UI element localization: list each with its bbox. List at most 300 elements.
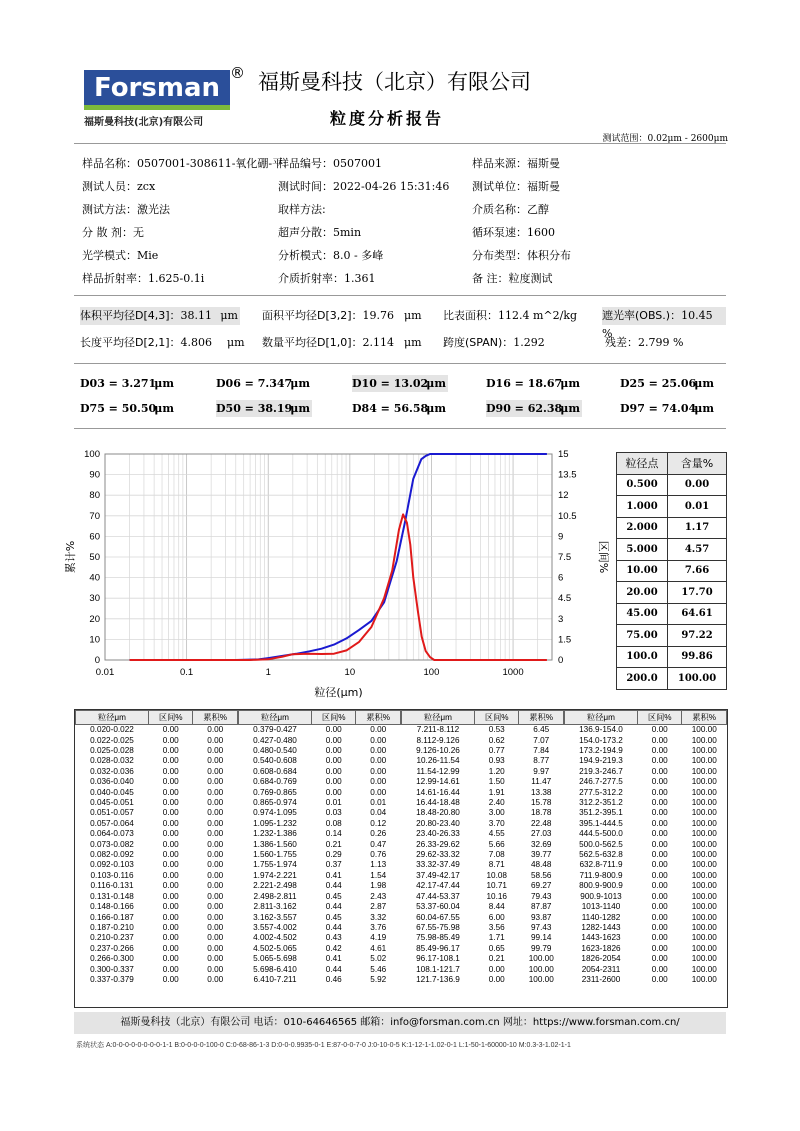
- table-row: [239, 881, 401, 891]
- table-cell: 1.000: [617, 496, 668, 518]
- table-row: [76, 829, 238, 839]
- y-tick-label-right: 1.5: [558, 634, 572, 646]
- table-row: [565, 892, 727, 902]
- table-cell: 0.300-0.337: [90, 964, 134, 974]
- distribution-column: [564, 710, 727, 985]
- table-cell: 154.0-173.2: [579, 735, 623, 745]
- table-cell: 0.00: [370, 746, 387, 756]
- table-cell: 0.00: [162, 922, 179, 932]
- table-cell: 0.00: [370, 766, 387, 776]
- d-value: D75 = 50.50 μm: [80, 402, 174, 415]
- table-row: [402, 923, 564, 933]
- table-cell: 0.064-0.073: [90, 829, 134, 839]
- table-cell: 1443-1623: [581, 933, 621, 943]
- table-cell: 0.092-0.103: [90, 860, 134, 870]
- table-row: [239, 746, 401, 756]
- table-cell: 15.78: [530, 798, 552, 808]
- table-row: [76, 850, 238, 860]
- stat-d32: 面积平均径D[3,2]：19.76: [262, 309, 395, 322]
- table-cell: 100.00: [691, 891, 717, 901]
- x-axis-label: 粒径(μm): [314, 686, 363, 699]
- y-tick-label-right: 10.5: [558, 510, 577, 522]
- table-cell: 100.00: [691, 725, 717, 735]
- table-cell: 4.19: [370, 933, 387, 943]
- table-row: [565, 975, 727, 985]
- table-cell: 11.54-12.99: [416, 766, 460, 776]
- table-cell: 3.56: [488, 922, 505, 932]
- distribution-chart: [60, 440, 610, 702]
- table-cell: 7.211-8.112: [416, 725, 460, 735]
- table-cell: 0.12: [370, 818, 387, 828]
- table-cell: 0.00: [325, 746, 342, 756]
- footer-contact: 福斯曼科技（北京）有限公司 电话：010-64646565 邮箱：info@forsman.com.cn 网址：https://www.forsman.com.cn/: [74, 1012, 726, 1034]
- table-cell: 0.00: [162, 808, 179, 818]
- table-cell: 0.00: [162, 777, 179, 787]
- table-cell: 0.93: [488, 756, 505, 766]
- table-cell: 0.00: [651, 839, 668, 849]
- table-cell: 219.3-246.7: [579, 766, 623, 776]
- table-cell: 0.131-0.148: [90, 891, 134, 901]
- table-cell: 0.187-0.210: [90, 922, 134, 932]
- table-cell: 96.17-108.1: [416, 954, 460, 964]
- table-cell: 0.00: [651, 818, 668, 828]
- table-cell: 100.00: [691, 943, 717, 953]
- table-row: [76, 819, 238, 829]
- system-status: 系统状态 A:0-0-0-0-0-0-0-0-1-1 B:0-0-0-0-100-0 C:0-68-86-1-3 D:0-0-0.9935-0-1 E:87-0-0-7-0 J:0-10-0-5 K:1-12-1-1.02-0-1 L:1-50-1-60000-10 M:0.3-3-1.02-1-1: [76, 1042, 571, 1049]
- info-unit: 测试单位：福斯曼: [472, 180, 560, 193]
- table-cell: 0.045-0.051: [90, 798, 134, 808]
- table-cell: 0.04: [370, 808, 387, 818]
- table-row: [565, 819, 727, 829]
- table-cell: 0.00: [325, 756, 342, 766]
- y-tick-label-left: 60: [89, 531, 100, 543]
- table-cell: 10.26-11.54: [416, 756, 460, 766]
- table-cell: 0.166-0.187: [90, 912, 134, 922]
- table-row: [565, 725, 727, 736]
- table-row: [239, 735, 401, 745]
- table-row: [239, 964, 401, 974]
- table-row: [76, 975, 238, 985]
- table-cell: 2054-2311: [581, 964, 621, 974]
- y-tick-label-left: 100: [84, 449, 100, 460]
- table-cell: 0.00: [488, 964, 505, 974]
- info-tester: 测试人员：zcx: [82, 180, 156, 193]
- table-cell: 0.00: [162, 839, 179, 849]
- info-method: 测试方法：激光法: [82, 203, 170, 216]
- table-row: [402, 964, 564, 974]
- d-value: D50 = 38.19 μm: [216, 402, 310, 415]
- logo-subtitle: 福斯曼科技(北京)有限公司: [84, 117, 204, 128]
- table-row: [239, 912, 401, 922]
- table-cell: 0.00: [207, 954, 224, 964]
- table-cell: 5.66: [488, 839, 505, 849]
- table-cell: 100.00: [691, 964, 717, 974]
- table-cell: 0.00: [162, 818, 179, 828]
- table-cell: 0.43: [325, 933, 342, 943]
- table-cell: 4.55: [488, 829, 505, 839]
- table-cell: 0.00: [162, 850, 179, 860]
- logo-text: Forsman: [93, 73, 220, 103]
- table-cell: 6.00: [488, 912, 505, 922]
- table-cell: 0.00: [162, 766, 179, 776]
- table-cell: 0.00: [651, 891, 668, 901]
- table-cell: 444.5-500.0: [579, 829, 623, 839]
- table-cell: 0.116-0.131: [90, 881, 134, 891]
- table-row: [76, 787, 238, 797]
- table-cell: 8.44: [488, 902, 505, 912]
- table-row: [239, 798, 401, 808]
- info-dispersant: 分 散 剂：无: [82, 226, 144, 239]
- table-cell: 0.00: [651, 725, 668, 735]
- table-cell: 18.48-20.80: [416, 808, 460, 818]
- table-cell: 0.45: [325, 912, 342, 922]
- table-row: [76, 725, 238, 736]
- column-header: 累积%: [356, 711, 401, 725]
- info-source: 样品来源：福斯曼: [472, 157, 560, 170]
- table-cell: 0.00: [668, 474, 727, 496]
- d-value: D97 = 74.04 μm: [620, 402, 714, 415]
- table-cell: 10.00: [617, 560, 668, 582]
- table-row: [402, 871, 564, 881]
- table-cell: 7.66: [668, 560, 727, 582]
- table-cell: 0.025-0.028: [90, 746, 134, 756]
- table-cell: 0.00: [651, 974, 668, 984]
- table-cell: 0.01: [325, 798, 342, 808]
- table-cell: 1.20: [488, 766, 505, 776]
- table-cell: 1013-1140: [581, 902, 621, 912]
- table-row: [402, 777, 564, 787]
- table-row: [402, 756, 564, 766]
- table-row: [402, 839, 564, 849]
- table-cell: 97.22: [668, 625, 727, 647]
- table-cell: 22.48: [530, 818, 552, 828]
- y-tick-label-left: 40: [89, 572, 100, 584]
- table-cell: 45.00: [617, 603, 668, 625]
- table-cell: 0.337-0.379: [90, 974, 134, 984]
- table-row: [239, 829, 401, 839]
- y-tick-label-right: 0: [558, 655, 564, 666]
- table-row: [402, 944, 564, 954]
- table-cell: 0.00: [162, 787, 179, 797]
- y-tick-label-left: 90: [89, 469, 100, 481]
- table-cell: 20.80-23.40: [416, 818, 460, 828]
- table-row: [565, 933, 727, 943]
- table-cell: 0.082-0.092: [90, 850, 134, 860]
- table-cell: 100.00: [691, 756, 717, 766]
- table-cell: 0.00: [325, 735, 342, 745]
- table-cell: 100.00: [691, 746, 717, 756]
- table-cell: 37.49-42.17: [416, 870, 460, 880]
- table-row: [565, 964, 727, 974]
- table-cell: 3.76: [370, 922, 387, 932]
- table-cell: 632.8-711.9: [579, 860, 623, 870]
- y-tick-label-left: 80: [89, 490, 100, 502]
- table-cell: 100.00: [691, 912, 717, 922]
- table-cell: 100.00: [691, 954, 717, 964]
- table-cell: 60.04-67.55: [416, 912, 460, 922]
- y-axis-label-left: 累计%: [64, 540, 77, 574]
- table-row: [239, 860, 401, 870]
- y-tick-label-right: 7.5: [558, 552, 572, 563]
- table-cell: 0.00: [325, 725, 342, 735]
- table-cell: 0.684-0.769: [253, 777, 297, 787]
- table-row: [76, 881, 238, 891]
- table-cell: 0.08: [325, 818, 342, 828]
- table-cell: 0.148-0.166: [90, 902, 134, 912]
- distribution-column: [238, 710, 401, 985]
- table-row: [402, 860, 564, 870]
- table-cell: 0.00: [651, 954, 668, 964]
- table-row: [239, 944, 401, 954]
- table-cell: 800.9-900.9: [579, 881, 623, 891]
- table-cell: 1.91: [488, 787, 505, 797]
- table-row: [617, 646, 727, 668]
- table-cell: 0.00: [651, 746, 668, 756]
- stat-d21-unit: μm: [227, 336, 245, 349]
- table-cell: 0.865-0.974: [253, 798, 297, 808]
- column-header: 粒径μm: [565, 711, 638, 725]
- table-cell: 0.00: [325, 787, 342, 797]
- table-cell: 2.43: [370, 891, 387, 901]
- table-cell: 100.00: [668, 668, 727, 690]
- table-cell: 0.00: [651, 870, 668, 880]
- table-cell: 2.498-2.811: [253, 891, 297, 901]
- table-row: [76, 954, 238, 964]
- header-content: 含量%: [668, 453, 727, 475]
- table-cell: 0.974-1.095: [253, 808, 297, 818]
- column-header: 粒径μm: [76, 711, 149, 725]
- stat-d10-mean: 数量平均径D[1,0]：2.114: [262, 336, 395, 349]
- table-cell: 0.03: [325, 808, 342, 818]
- table-row: [565, 860, 727, 870]
- table-cell: 0.41: [325, 954, 342, 964]
- table-cell: 0.00: [651, 808, 668, 818]
- table-cell: 0.00: [651, 912, 668, 922]
- table-cell: 100.00: [691, 860, 717, 870]
- table-row: [402, 819, 564, 829]
- table-row: [402, 746, 564, 756]
- stat-ssa: 比表面积：112.4 m^2/kg: [443, 309, 578, 322]
- table-cell: 97.43: [530, 922, 552, 932]
- info-sample-no: 样品编号：0507001: [278, 157, 382, 170]
- table-cell: 1.232-1.386: [253, 829, 297, 839]
- table-cell: 2311-2600: [581, 974, 621, 984]
- table-cell: 0.540-0.608: [253, 756, 297, 766]
- table-row: [617, 517, 727, 539]
- table-cell: 0.00: [207, 808, 224, 818]
- table-row: [565, 944, 727, 954]
- table-cell: 4.57: [668, 539, 727, 561]
- info-medium-ri: 介质折射率：1.361: [278, 272, 376, 285]
- table-row: [239, 725, 401, 736]
- table-cell: 562.5-632.8: [579, 850, 623, 860]
- table-cell: 27.03: [530, 829, 552, 839]
- table-cell: 2.811-3.162: [253, 902, 297, 912]
- stat-span: 跨度(SPAN)：1.292: [443, 336, 545, 349]
- table-cell: 100.00: [528, 954, 554, 964]
- table-row: [76, 746, 238, 756]
- table-cell: 2.000: [617, 517, 668, 539]
- table-cell: 0.00: [370, 787, 387, 797]
- table-cell: 200.0: [617, 668, 668, 690]
- table-cell: 0.022-0.025: [90, 735, 134, 745]
- test-range: 测试范围：0.02μm - 2600μm: [602, 134, 728, 144]
- table-cell: 0.00: [207, 964, 224, 974]
- d-value: D03 = 3.271 μm: [80, 377, 174, 390]
- table-row: [76, 756, 238, 766]
- table-cell: 42.17-47.44: [416, 881, 460, 891]
- table-row: [239, 850, 401, 860]
- table-cell: 0.29: [325, 850, 342, 860]
- table-cell: 0.00: [488, 974, 505, 984]
- table-row: [402, 808, 564, 818]
- info-time: 测试时间：2022-04-26 15:31:46: [278, 180, 450, 193]
- table-row: [76, 798, 238, 808]
- table-row: [239, 892, 401, 902]
- table-cell: 100.00: [691, 902, 717, 912]
- x-tick-label: 1000: [502, 667, 524, 678]
- column-header: 区间%: [474, 711, 519, 725]
- table-row: [565, 850, 727, 860]
- registered-mark: ®: [230, 64, 245, 82]
- y-axis-label-right: 区间%: [597, 540, 610, 574]
- table-row: [76, 871, 238, 881]
- table-cell: 75.00: [617, 625, 668, 647]
- table-cell: 0.00: [651, 777, 668, 787]
- table-cell: 136.9-154.0: [579, 725, 623, 735]
- table-cell: 12.99-14.61: [416, 777, 460, 787]
- table-cell: 0.00: [207, 756, 224, 766]
- table-cell: 1.17: [668, 517, 727, 539]
- table-cell: 1.386-1.560: [253, 839, 297, 849]
- table-cell: 0.032-0.036: [90, 766, 134, 776]
- table-cell: 9.97: [533, 766, 550, 776]
- table-row: [239, 954, 401, 964]
- table-cell: 11.47: [531, 777, 552, 787]
- table-row: [402, 912, 564, 922]
- table-row: [76, 860, 238, 870]
- column-header: 累积%: [682, 711, 727, 725]
- table-cell: 0.237-0.266: [90, 943, 134, 953]
- d-value: D84 = 56.58 μm: [352, 402, 446, 415]
- x-tick-label: 0.01: [95, 667, 115, 678]
- table-row: [239, 871, 401, 881]
- table-cell: 1.095-1.232: [253, 818, 297, 828]
- distribution-table: [74, 709, 728, 1008]
- table-row: [76, 808, 238, 818]
- table-cell: 87.87: [530, 902, 552, 912]
- divider: [74, 428, 726, 429]
- table-cell: 0.01: [370, 798, 387, 808]
- table-row: [239, 839, 401, 849]
- table-cell: 0.00: [162, 943, 179, 953]
- d-value: D10 = 13.02 μm: [352, 377, 446, 390]
- table-row: [565, 808, 727, 818]
- table-row: [565, 954, 727, 964]
- table-row: [239, 777, 401, 787]
- table-cell: 0.210-0.237: [90, 933, 134, 943]
- table-cell: 0.036-0.040: [90, 777, 134, 787]
- table-cell: 0.00: [651, 933, 668, 943]
- table-cell: 0.500: [617, 474, 668, 496]
- column-header: 累积%: [519, 711, 564, 725]
- table-cell: 0.00: [651, 902, 668, 912]
- table-row: [402, 850, 564, 860]
- y-tick-label-right: 15: [558, 449, 569, 460]
- table-cell: 13.38: [530, 787, 552, 797]
- table-cell: 100.00: [528, 974, 554, 984]
- table-cell: 121.7-136.9: [416, 974, 460, 984]
- table-row: [565, 735, 727, 745]
- table-row: [76, 839, 238, 849]
- logo-strip: [84, 105, 230, 110]
- table-cell: 100.0: [617, 646, 668, 668]
- table-cell: 0.00: [207, 746, 224, 756]
- table-cell: 0.051-0.057: [90, 808, 134, 818]
- table-cell: 0.65: [488, 943, 505, 953]
- table-cell: 2.221-2.498: [253, 881, 297, 891]
- table-row: [402, 798, 564, 808]
- table-cell: 100.00: [691, 974, 717, 984]
- table-cell: 6.45: [533, 725, 550, 735]
- x-tick-label: 1: [265, 667, 271, 678]
- table-cell: 0.00: [651, 943, 668, 953]
- table-cell: 10.71: [486, 881, 507, 891]
- y-tick-label-left: 20: [89, 613, 100, 625]
- info-analysis: 分析模式：8.0 - 多峰: [278, 249, 384, 262]
- table-cell: 53.37-60.04: [416, 902, 460, 912]
- stat-d10-unit: μm: [404, 336, 422, 349]
- table-cell: 20.00: [617, 582, 668, 604]
- table-cell: 1.974-2.221: [253, 870, 297, 880]
- table-row: [565, 756, 727, 766]
- size-point-table: [616, 452, 727, 690]
- table-cell: 23.40-26.33: [416, 829, 460, 839]
- table-cell: 7.07: [533, 735, 550, 745]
- table-cell: 0.00: [207, 933, 224, 943]
- table-cell: 5.065-5.698: [253, 954, 297, 964]
- table-row: [617, 603, 727, 625]
- d-value: D06 = 7.347 μm: [216, 377, 310, 390]
- table-cell: 6.410-7.211: [253, 974, 297, 984]
- table-cell: 0.608-0.684: [253, 766, 297, 776]
- table-cell: 1623-1826: [581, 943, 621, 953]
- table-cell: 0.14: [325, 829, 342, 839]
- table-cell: 0.00: [162, 902, 179, 912]
- table-cell: 29.62-33.32: [416, 850, 460, 860]
- table-cell: 100.00: [691, 839, 717, 849]
- x-tick-label: 0.1: [180, 667, 194, 678]
- y-tick-label-right: 12: [558, 490, 569, 502]
- table-cell: 100.00: [528, 964, 554, 974]
- table-cell: 0.44: [325, 964, 342, 974]
- table-cell: 0.01: [668, 496, 727, 518]
- table-cell: 93.87: [530, 912, 552, 922]
- table-cell: 0.00: [325, 766, 342, 776]
- info-optical: 光学模式：Mie: [82, 249, 159, 262]
- table-cell: 0.379-0.427: [253, 725, 297, 735]
- table-row: [617, 539, 727, 561]
- table-cell: 0.00: [162, 756, 179, 766]
- table-cell: 0.769-0.865: [253, 787, 297, 797]
- table-row: [617, 474, 727, 496]
- table-row: [239, 756, 401, 766]
- table-row: [402, 933, 564, 943]
- company-name: 福斯曼科技（北京）有限公司: [258, 70, 531, 94]
- table-row: [76, 912, 238, 922]
- table-cell: 67.55-75.98: [416, 922, 460, 932]
- table-row: [402, 767, 564, 777]
